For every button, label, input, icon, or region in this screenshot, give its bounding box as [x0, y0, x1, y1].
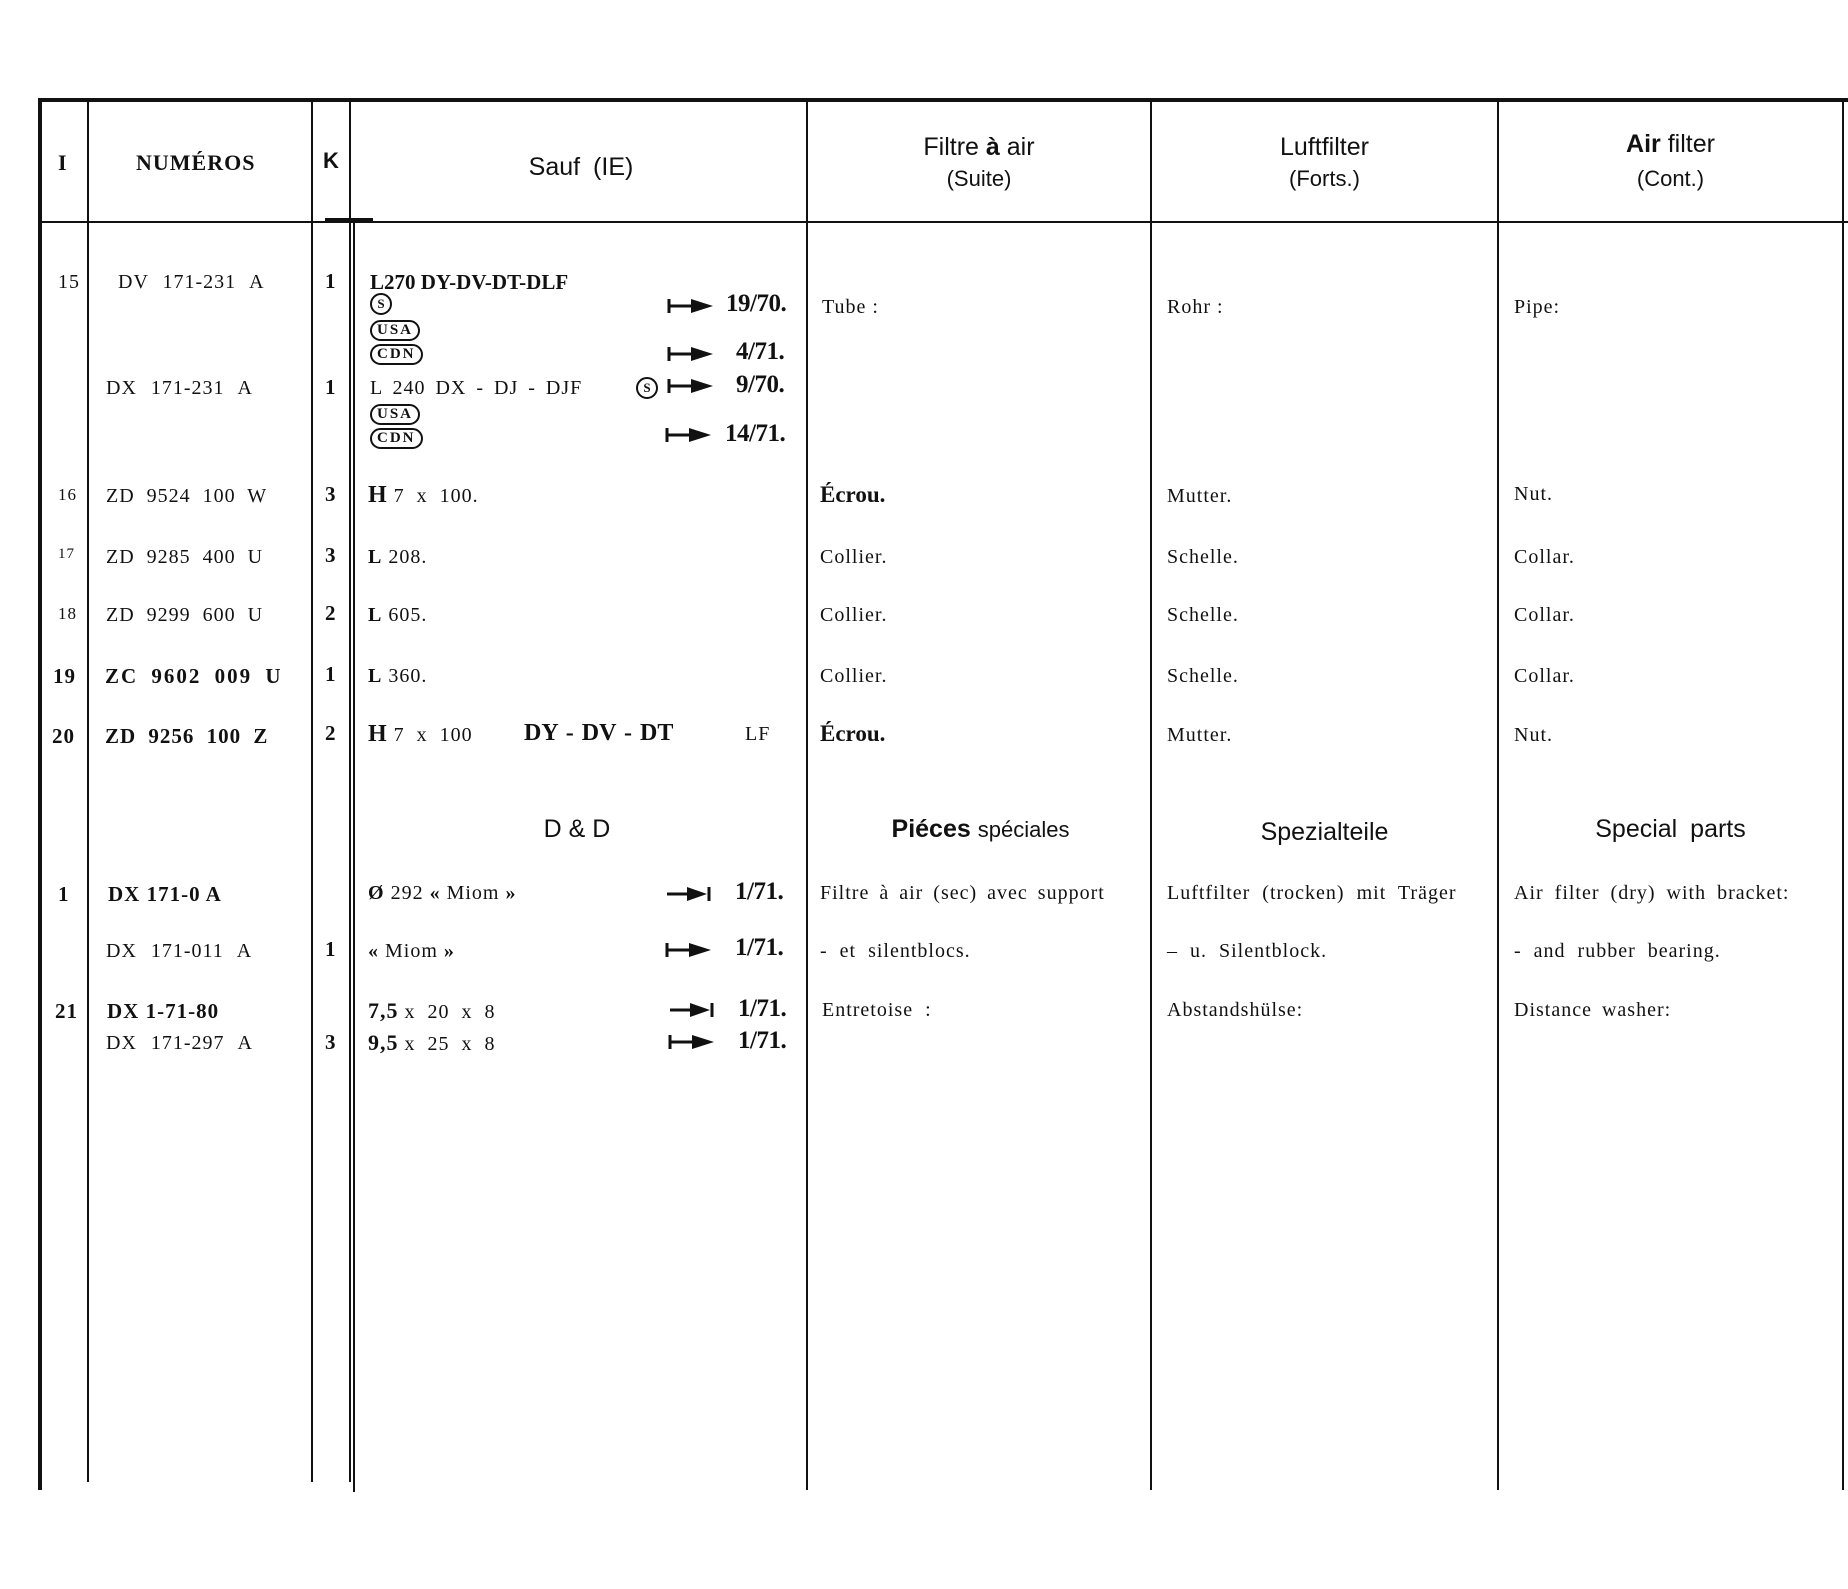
row-17-fr: Collier.	[820, 546, 888, 568]
col-divider-6	[1497, 100, 1499, 1490]
row-20-index: 20	[52, 724, 75, 748]
row-20-en: Nut.	[1514, 724, 1553, 746]
row-17-en: Collar.	[1514, 546, 1575, 568]
row-19-index: 19	[53, 664, 76, 688]
row-15-sauf: L270 DY-DV-DT-DLF	[370, 270, 569, 294]
row-1-de: Luftfilter (trocken) mit Träger	[1167, 882, 1457, 904]
header-numeros: NUMÉROS	[136, 150, 256, 175]
row-20-sauf	[368, 721, 473, 748]
row-16-number: ZD 9524 100 W	[106, 485, 268, 507]
row-1-sauf-a: Ø	[368, 882, 385, 904]
row-17-sauf	[368, 546, 427, 569]
row-15-date: 19/70.	[726, 290, 787, 317]
row-1-date: 1/71.	[735, 878, 784, 905]
row-16-sauf-a: H	[368, 482, 388, 508]
usa-stamp-icon: USA	[370, 320, 420, 341]
row-1b-sauf	[368, 940, 455, 963]
row-18-en: Collar.	[1514, 604, 1575, 626]
row-21-en: Distance washer:	[1514, 999, 1672, 1021]
row-15-s-mark	[370, 293, 392, 315]
row-15-en: Pipe:	[1514, 296, 1561, 318]
row-16-en: Nut.	[1514, 483, 1553, 505]
start-arrow-icon	[665, 941, 713, 959]
row-1-arrow	[665, 885, 713, 908]
row-15b-cdn-date: 14/71.	[725, 420, 786, 447]
row-19-sauf-a: L	[368, 665, 383, 687]
row-17-index: 17	[58, 546, 75, 562]
start-arrow-icon	[665, 426, 713, 444]
row-1b-fr: - et silentblocs.	[820, 940, 971, 962]
row-15-k: 1	[325, 269, 336, 293]
table-left-border	[38, 100, 42, 1490]
section-de-title: Spezialteile	[1260, 818, 1389, 846]
row-18-k: 2	[325, 601, 336, 625]
row-1b-en: - and rubber bearing.	[1514, 940, 1721, 962]
col-divider-1	[87, 100, 89, 1482]
header-filtre-c: air	[1006, 133, 1035, 161]
header-bottom-border	[38, 221, 1848, 223]
table-top-border	[38, 98, 1848, 102]
row-16-index: 16	[58, 485, 77, 504]
row-15-usa-stamp	[370, 320, 420, 341]
row-21-arrow	[668, 1001, 716, 1024]
row-21-fr: Entretoise :	[822, 999, 932, 1021]
header-filtre-sub: (Suite)	[946, 166, 1012, 191]
row-21-number: DX 1-71-80	[107, 999, 220, 1023]
row-21-date: 1/71.	[738, 995, 787, 1022]
row-1b-number: DX 171-011 A	[106, 940, 253, 962]
row-19-sauf	[368, 665, 427, 688]
row-1b-sauf-a: «	[368, 940, 379, 962]
col-divider-3b	[353, 222, 355, 1492]
row-21b-arrow	[668, 1033, 716, 1056]
row-20-sauf-lf: LF	[745, 723, 771, 745]
header-filtre-title	[808, 133, 1150, 162]
header-luftfilter-title: Luftfilter	[1280, 133, 1369, 161]
row-21-index: 21	[55, 999, 78, 1023]
header-airfilter-sub: (Cont.)	[1636, 166, 1705, 191]
row-17-sauf-b: 208.	[388, 546, 428, 568]
row-16-sauf	[368, 482, 479, 509]
row-15b-sauf: L 240 DX - DJ - DJF	[370, 377, 583, 399]
header-airfilter-title	[1499, 130, 1842, 159]
header-luftfilter-sub: (Forts.)	[1289, 166, 1360, 191]
row-17-number: ZD 9285 400 U	[106, 546, 264, 568]
row-20-sauf-models: DY - DV - DT	[524, 720, 674, 746]
row-19-number: ZC 9602 009 U	[105, 664, 283, 688]
section-fr-title	[808, 815, 1153, 844]
table-right-border	[1842, 100, 1844, 1490]
header-air-b: filter	[1667, 130, 1715, 158]
row-15b-cdn-arrow	[665, 426, 713, 449]
row-18-index: 18	[58, 604, 77, 623]
row-15b-cdn-stamp	[370, 428, 423, 449]
row-17-sauf-a: L	[368, 546, 383, 568]
row-1b-date: 1/71.	[735, 934, 784, 961]
row-15b-k: 1	[325, 375, 336, 399]
row-1-index: 1	[58, 882, 70, 906]
row-15-cdn-stamp	[370, 344, 423, 365]
row-21b-k: 3	[325, 1030, 336, 1054]
row-1-fr: Filtre à air (sec) avec support	[820, 882, 1105, 904]
header-index: I	[58, 150, 67, 175]
row-21b-sauf-b: x 25 x 8	[404, 1033, 496, 1055]
row-20-de: Mutter.	[1167, 724, 1233, 746]
row-19-en: Collar.	[1514, 665, 1575, 687]
k-col-underline	[325, 218, 373, 221]
row-16-fr: Écrou.	[820, 482, 886, 507]
row-20-k: 2	[325, 721, 336, 745]
row-15-number: DV 171-231 A	[118, 271, 265, 293]
row-15b-number: DX 171-231 A	[106, 377, 253, 399]
cdn-stamp-icon: CDN	[370, 428, 423, 449]
row-21b-sauf	[368, 1030, 496, 1056]
row-15b-date: 9/70.	[736, 371, 785, 398]
row-18-sauf-b: 605.	[388, 604, 428, 626]
row-15-fr: Tube :	[822, 296, 879, 318]
usa-stamp-icon: USA	[370, 404, 420, 425]
row-19-k: 1	[325, 662, 336, 686]
row-19-fr: Collier.	[820, 665, 888, 687]
col-divider-3	[349, 100, 351, 1482]
row-19-de: Schelle.	[1167, 665, 1239, 687]
row-16-sauf-b: 7 x 100.	[393, 485, 479, 507]
cdn-stamp-icon: CDN	[370, 344, 423, 365]
header-k: K	[323, 148, 339, 173]
col-divider-4	[806, 100, 808, 1490]
row-1b-k: 1	[325, 937, 336, 961]
row-15-de: Rohr :	[1167, 296, 1224, 318]
row-21-sauf	[368, 998, 496, 1024]
row-1-sauf-d: Miom	[446, 882, 500, 904]
row-18-de: Schelle.	[1167, 604, 1239, 626]
section-fr-a: Piéces	[891, 815, 971, 843]
row-15b-s-mark	[636, 377, 658, 399]
start-arrow-icon	[668, 1033, 716, 1051]
row-20-sauf-b: 7 x 100	[393, 724, 473, 746]
row-1b-sauf-c: »	[443, 940, 455, 962]
row-21b-sauf-a: 9,5	[368, 1030, 399, 1055]
row-15b-arrow	[667, 377, 715, 400]
row-1-sauf-e: »	[505, 882, 517, 904]
end-arrow-icon	[665, 885, 713, 903]
row-16-k: 3	[325, 482, 336, 506]
row-15b-usa-stamp	[370, 404, 420, 425]
row-15-cdn-arrow	[667, 345, 715, 368]
row-1-number: DX 171-0 A	[108, 882, 222, 906]
row-20-fr: Écrou.	[820, 721, 886, 746]
row-18-sauf	[368, 604, 427, 627]
header-air-a: Air	[1626, 130, 1661, 158]
row-19-sauf-b: 360.	[388, 665, 428, 687]
section-en-title: Special parts	[1595, 815, 1746, 843]
row-17-k: 3	[325, 543, 336, 567]
start-arrow-icon	[667, 345, 715, 363]
row-1-sauf	[368, 882, 516, 905]
col-divider-5	[1150, 100, 1152, 1490]
row-20-sauf-a: H	[368, 721, 388, 747]
row-21-sauf-b: x 20 x 8	[404, 1001, 496, 1023]
row-20-number: ZD 9256 100 Z	[105, 724, 269, 748]
row-1b-arrow	[665, 941, 713, 964]
row-21-sauf-a: 7,5	[368, 998, 399, 1023]
start-arrow-icon	[667, 297, 715, 315]
row-17-de: Schelle.	[1167, 546, 1239, 568]
row-18-sauf-a: L	[368, 604, 383, 626]
circled-s-icon: S	[370, 293, 392, 315]
start-arrow-icon	[667, 377, 715, 395]
col-divider-2	[311, 100, 313, 1482]
row-16-de: Mutter.	[1167, 485, 1233, 507]
row-15-arrow	[667, 297, 715, 320]
row-15-cdn-date: 4/71.	[736, 338, 785, 365]
section-sauf-title: D & D	[543, 815, 611, 843]
row-1b-sauf-b: Miom	[385, 940, 438, 962]
row-18-fr: Collier.	[820, 604, 888, 626]
section-fr-b: spéciales	[977, 817, 1070, 842]
row-15-index: 15	[58, 271, 80, 293]
end-arrow-icon	[668, 1001, 716, 1019]
header-filtre-a: Filtre	[923, 133, 979, 161]
row-18-number: ZD 9299 600 U	[106, 604, 264, 626]
row-21b-date: 1/71.	[738, 1027, 787, 1054]
row-1b-de: – u. Silentblock.	[1167, 940, 1328, 962]
header-filtre-b: à	[985, 133, 1000, 161]
row-1-en: Air filter (dry) with bracket:	[1514, 882, 1790, 904]
header-sauf: Sauf (IE)	[528, 153, 634, 181]
row-21-de: Abstandshülse:	[1167, 999, 1304, 1021]
row-1-sauf-c: «	[429, 882, 441, 904]
row-1-sauf-b: 292	[390, 882, 424, 904]
circled-s-icon: S	[636, 377, 658, 399]
row-21b-number: DX 171-297 A	[106, 1032, 253, 1054]
